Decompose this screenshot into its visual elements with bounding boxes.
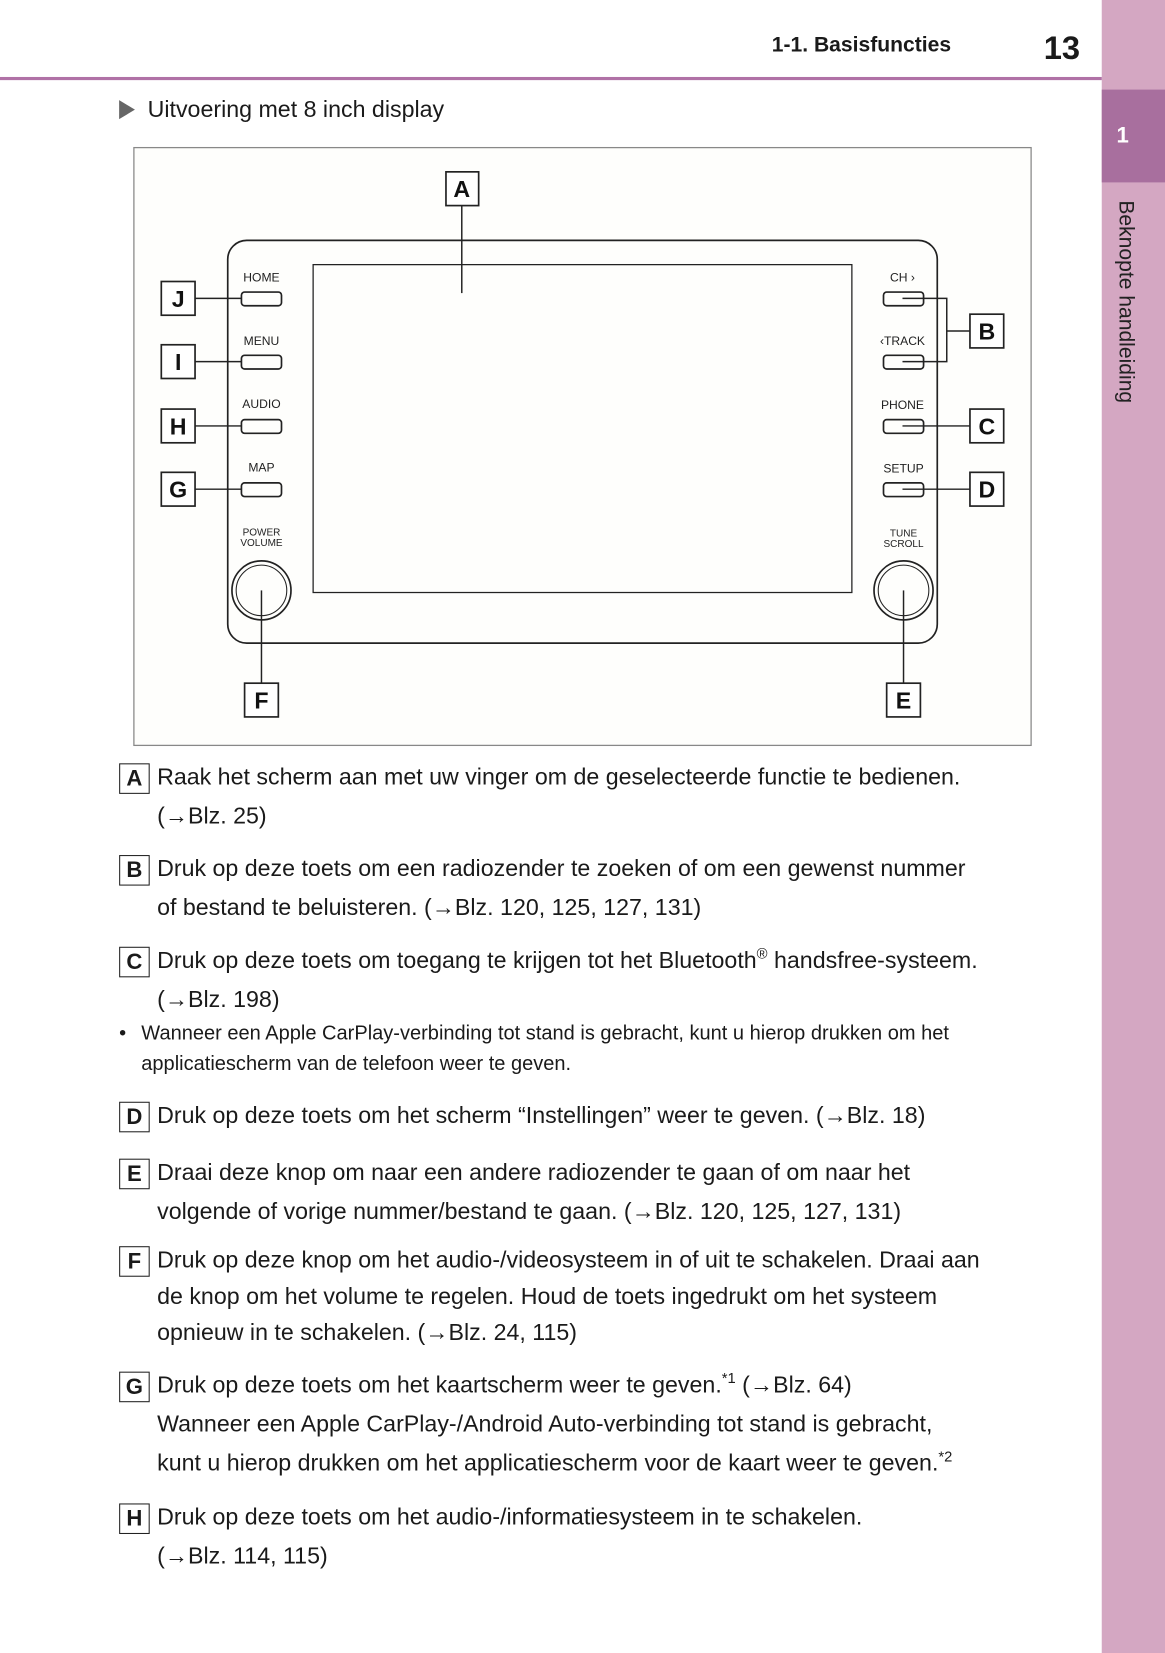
item-text: handsfree-systeem. <box>767 946 978 974</box>
callout-f: F <box>254 687 269 714</box>
item-c-note <box>119 1018 949 1079</box>
note-text: Wanneer een Apple CarPlay-verbinding tot stand is gebracht, kunt u hierop drukken om het <box>141 1022 949 1045</box>
item-label: G <box>119 1372 150 1403</box>
diagram-frame <box>134 148 1031 746</box>
item-d <box>119 1095 925 1134</box>
item-text: volgende of vorige nummer/bestand te gaan. (→Blz. 120, 125, 127, 131) <box>157 1197 902 1225</box>
item-text: opnieuw in te schakelen. (→Blz. 24, 115) <box>157 1318 577 1346</box>
head-unit-diagram <box>0 0 1165 759</box>
knob-label-scroll: SCROLL <box>883 539 924 551</box>
callout-d: D <box>978 476 996 503</box>
item-f <box>119 1242 980 1351</box>
chapter-tab-number: 1 <box>1116 123 1129 148</box>
footnote-ref: *1 <box>721 1369 736 1387</box>
button-label-track: ‹TRACK <box>879 333 926 348</box>
item-label: C <box>119 947 150 978</box>
callout-b: B <box>978 318 996 345</box>
item-text: (→Blz. 198) <box>157 985 280 1013</box>
button-label-audio: AUDIO <box>242 397 281 412</box>
button-label-map: MAP <box>248 460 275 475</box>
button-label-menu: MENU <box>243 333 280 348</box>
item-text: Druk op deze knop om het audio-/videosysteem in of uit te schakelen. Draai aan <box>157 1246 980 1273</box>
item-h <box>119 1497 862 1575</box>
item-label: F <box>119 1246 150 1277</box>
item-text: Druk op deze toets om toegang te krijgen tot het Bluetooth <box>157 946 757 974</box>
chapter-title: Beknopte handleiding <box>1114 200 1138 404</box>
button-label-home: HOME <box>243 270 280 285</box>
item-label: A <box>119 763 150 794</box>
callout-h: H <box>169 413 187 440</box>
page-number: 13 <box>1043 29 1081 67</box>
note-text: applicatiescherm van de telefoon weer te geven. <box>141 1053 572 1076</box>
item-text: Wanneer een Apple CarPlay-/Android Auto-verbinding tot stand is gebracht, <box>157 1410 933 1438</box>
item-label: E <box>119 1159 150 1190</box>
item-label: H <box>119 1503 150 1534</box>
item-text: Druk op deze toets om het scherm “Instellingen” weer te geven. (→Blz. 18) <box>157 1101 926 1129</box>
item-text: Druk op deze toets om het audio-/informatiesysteem in te schakelen. <box>157 1503 863 1530</box>
item-b <box>119 849 965 927</box>
callout-c: C <box>978 413 996 440</box>
button-label-phone: PHONE <box>880 398 925 413</box>
item-label: B <box>119 855 150 886</box>
callout-e: E <box>895 687 912 714</box>
subheading-text: Uitvoering met 8 inch display <box>147 95 445 123</box>
registered-mark: ® <box>756 944 768 962</box>
item-text: Draai deze knop om naar een andere radiozender te gaan of om naar het <box>157 1158 911 1186</box>
item-text: Druk op deze toets om het kaartscherm weer te geven. <box>157 1371 722 1399</box>
button-label-setup: SETUP <box>883 461 924 476</box>
item-text: Druk op deze toets om een radiozender te zoeken of om een gewenst nummer <box>157 855 966 882</box>
item-a <box>119 757 960 835</box>
footnote-ref: *2 <box>938 1447 953 1465</box>
callout-a: A <box>453 176 471 203</box>
section-title: 1-1. Basisfuncties <box>771 33 952 57</box>
item-text: kunt u hierop drukken om het applicatiescherm voor de kaart weer te geven. <box>157 1449 939 1477</box>
item-text[interactable]: (→Blz. 25) <box>157 802 267 829</box>
item-text: (→Blz. 64) <box>735 1371 852 1399</box>
knob-label-volume: VOLUME <box>240 538 283 550</box>
item-e <box>119 1152 910 1230</box>
item-text: of bestand te beluisteren. (→Blz. 120, 125, 127, 131) <box>157 894 702 921</box>
knob-label-tune: TUNE <box>889 528 918 540</box>
callout-i: I <box>174 349 182 376</box>
knob-label-power: POWER <box>242 527 281 539</box>
callout-g: G <box>169 476 188 503</box>
bullet-icon: • <box>119 1022 127 1045</box>
item-text: de knop om het volume te regelen. Houd de toets ingedrukt om het systeem <box>157 1282 938 1309</box>
item-label: D <box>119 1102 150 1133</box>
callout-j: J <box>171 285 185 312</box>
item-c <box>119 940 978 1018</box>
button-label-ch: CH › <box>890 270 915 285</box>
item-text: Raak het scherm aan met uw vinger om de geselecteerde functie te bedienen. <box>157 763 961 790</box>
item-g <box>119 1365 952 1482</box>
item-text: (→Blz. 114, 115) <box>157 1542 328 1569</box>
